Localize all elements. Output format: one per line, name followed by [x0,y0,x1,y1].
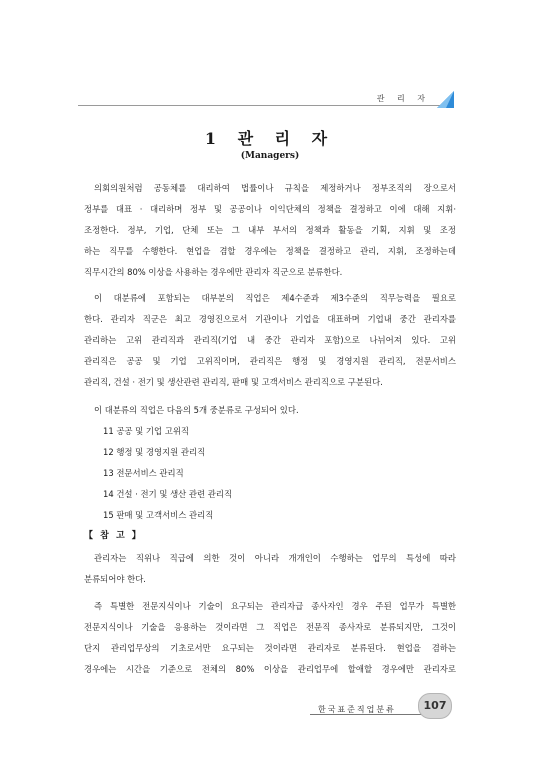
list-item: 12 행정 및 경영지원 관리직 [103,447,206,457]
page-number: 107 [418,693,452,719]
paragraph-line: 의회의원처럼 공동체를 대리하여 법률이나 규칙을 제정하거나 정부조직의 장으로서 [94,183,456,193]
paragraph-line: 단지 관리업무상의 기초로서만 요구되는 것이라면 관리자로 분류된다. 현업을 겸하는 [84,643,456,653]
paragraph-line: 경우에는 시간을 기준으로 전체의 80% 이상을 관리업무에 할애할 경우에만 관리자로 [84,664,456,674]
section-title: 1 관 리 자 [204,129,336,148]
header-rule [78,105,450,106]
paragraph-line: 이 대분류에 포함되는 대부분의 직업은 제4수준과 제3수준의 직무능력을 필요로 [94,293,456,303]
paragraph-line: 즉 특별한 전문지식이나 기술이 요구되는 관리자급 종사자인 경우 주된 업무가 특별한 [94,601,456,611]
note-line: 분류되어야 한다. [84,574,146,584]
paragraph-line: 하는 직무를 수행한다. 현업을 겸할 경우에는 정책을 결정하고 관리, 지휘, 조정하는데 [84,246,456,256]
note-label: 【 참 고 】 [84,531,143,541]
paragraph-line: 관리직, 건설 · 전기 및 생산관련 관리직, 판매 및 고객서비스 관리직으로 구분된다. [84,377,383,387]
list-item: 13 전문서비스 관리직 [103,468,184,478]
list-item: 14 건설 · 전기 및 생산 관련 관리직 [103,489,233,499]
paragraph-line: 조정한다. 정부, 기업, 단체 또는 그 내부 부서의 정책과 활동을 기획, 지휘 및 조정 [84,225,456,235]
running-header: 관 리 자 [376,94,430,103]
paragraph-line: 정부를 대표 · 대리하며 정부 및 공공이나 이익단체의 정책을 결정하고 이에 대해 지휘· [84,204,456,214]
paragraph-line: 전문지식이나 기술을 응용하는 것이라면 그 직업은 전문직 종사자로 분류되지만, 그것이 [84,622,456,632]
note-line: 관리자는 직위나 직급에 의한 것이 아니라 개개인이 수행하는 업무의 특성에 따라 [94,553,456,563]
blue-triangle-icon [434,88,456,110]
paragraph-line: 직무시간의 80% 이상을 사용하는 경우에만 관리자 직군으로 분류한다. [84,267,343,277]
paragraph-line: 관리직은 공공 및 기업 고위직이며, 관리직은 행정 및 경영지원 관리직, 전문서비스 [84,356,456,366]
paragraph-line: 관리하는 고위 관리직과 관리직(기업 내 중간 관리자 포함)으로 나뉘어져 있다. 고위 [84,335,456,345]
list-item: 11 공공 및 기업 고위직 [103,426,190,436]
footer-book-title: 한국표준직업분류 [318,705,396,714]
section-subtitle: (Managers) [240,151,300,161]
list-item: 15 판매 및 고객서비스 관리직 [103,510,214,520]
list-intro: 이 대분류의 직업은 다음의 5개 중분류로 구성되어 있다. [94,405,299,415]
paragraph-line: 한다. 관리자 직군은 최고 경영진으로서 기관이나 기업을 대표하며 기업내 중간 관리자를 [84,314,456,324]
